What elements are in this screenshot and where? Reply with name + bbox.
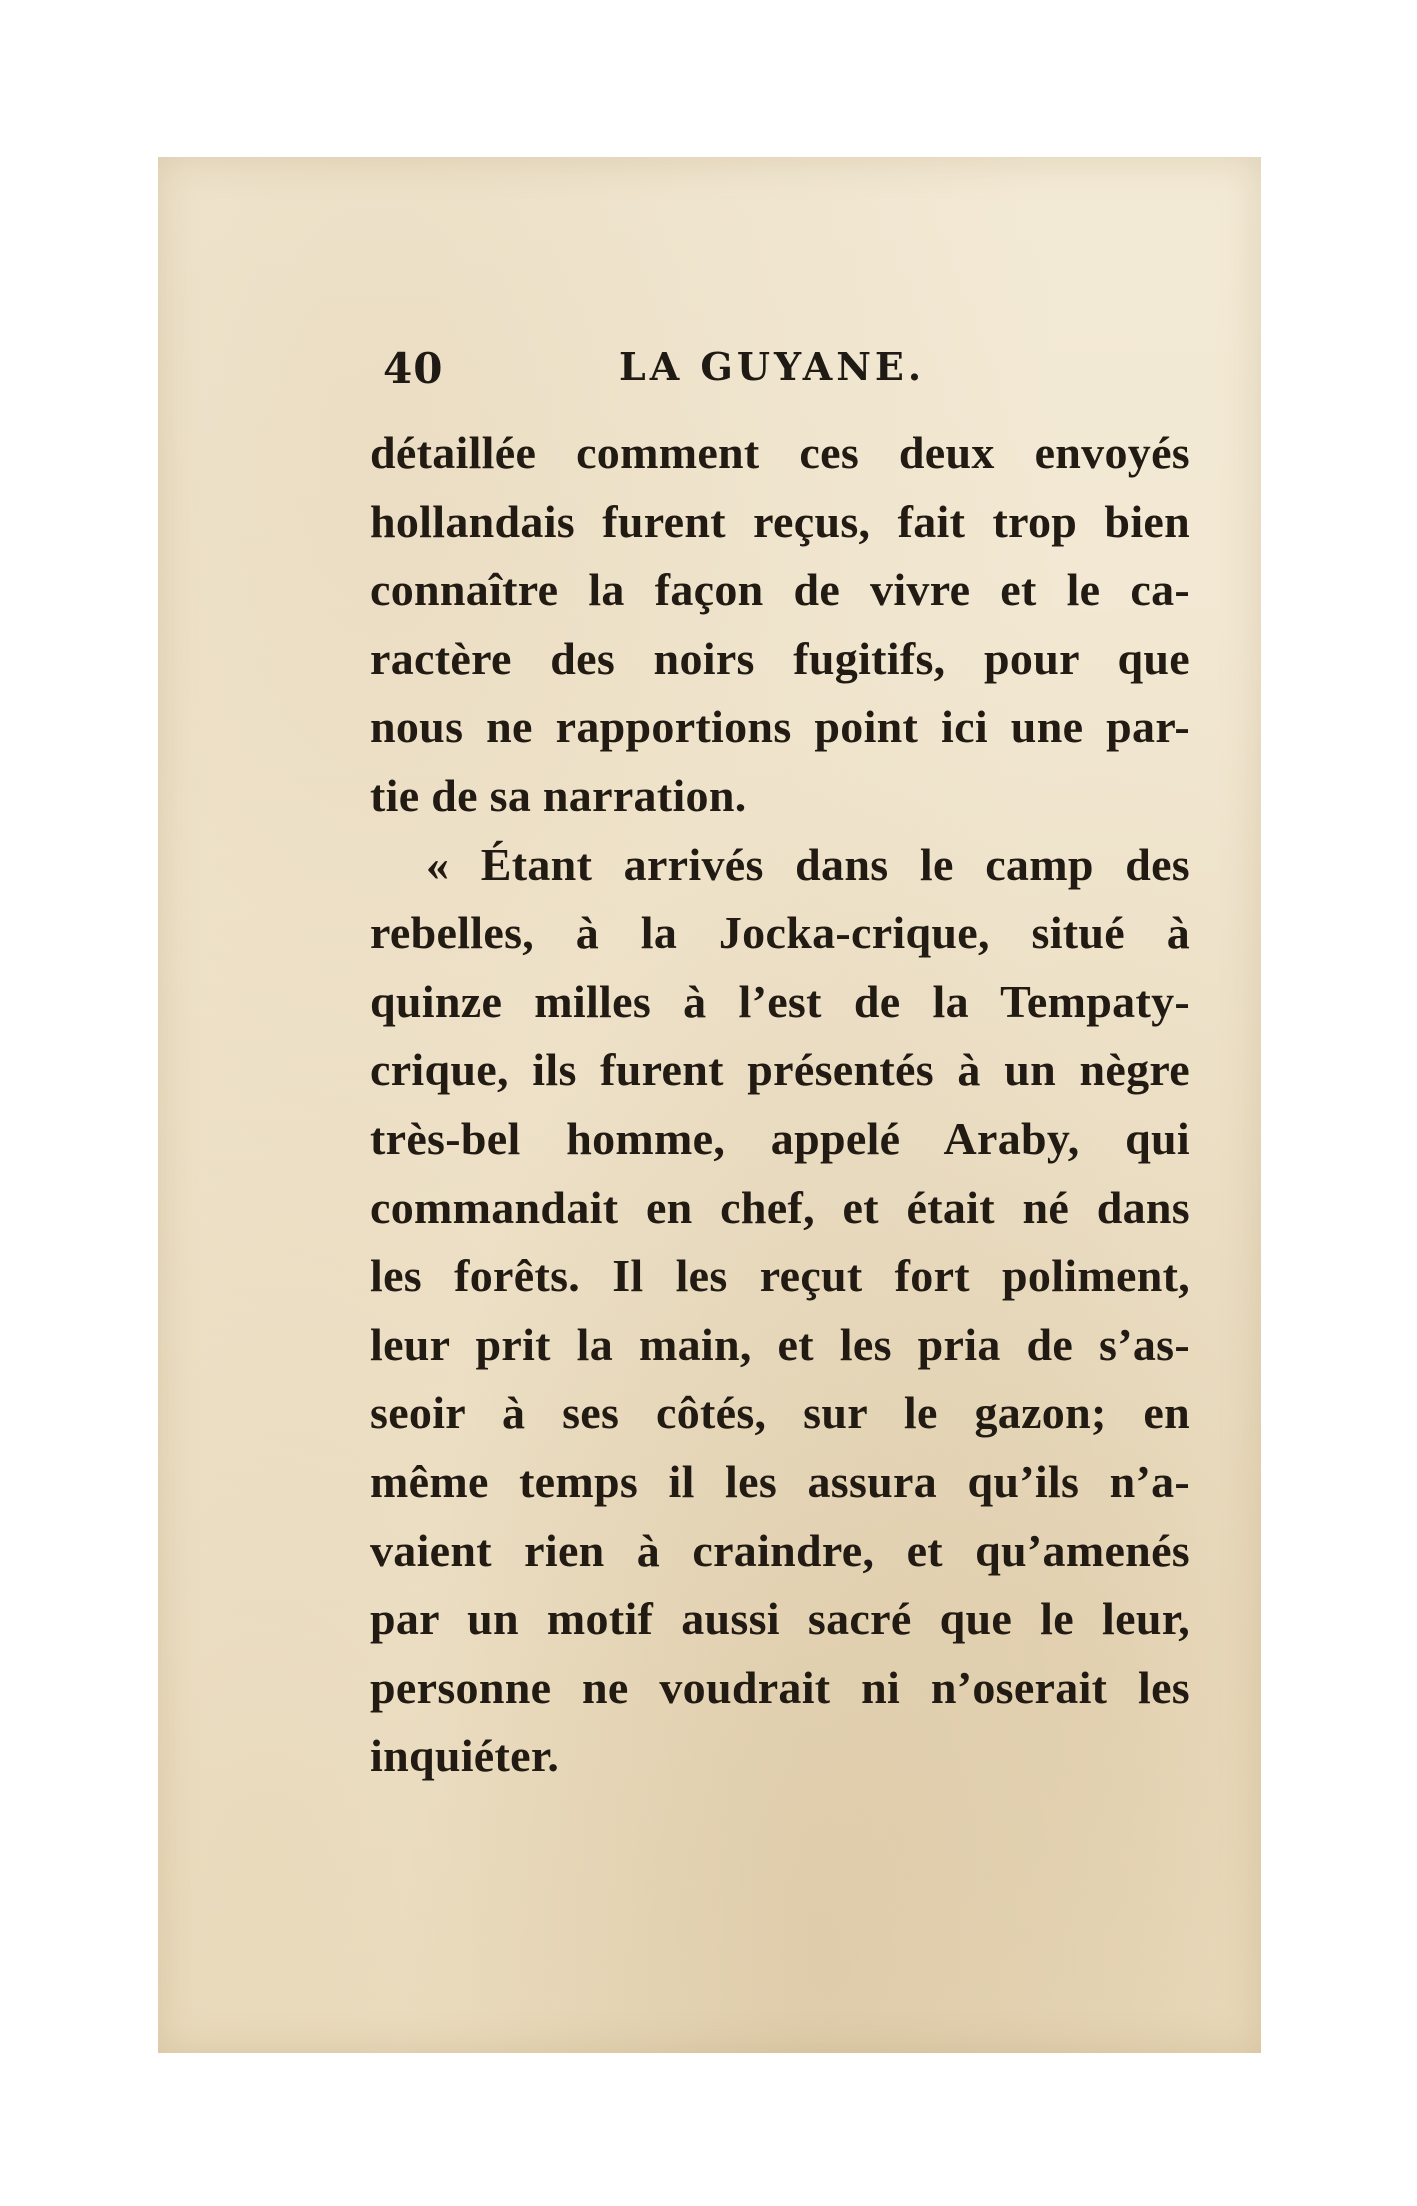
text-line: les forêts. Il les reçut fort poliment, bbox=[370, 1250, 1190, 1302]
text-line: personne ne voudrait ni n’oserait les bbox=[370, 1661, 1190, 1713]
text-line: commandait en chef, et était né dans bbox=[370, 1181, 1190, 1233]
book-page bbox=[158, 157, 1261, 2053]
text-line: connaître la façon de vivre et le ca- bbox=[370, 564, 1190, 616]
text-line: « Étant arrivés dans le camp des bbox=[426, 838, 1190, 890]
text-line: même temps il les assura qu’ils n’a- bbox=[370, 1455, 1190, 1507]
body-text bbox=[370, 419, 1190, 1791]
text-line: ractère des noirs fugitifs, pour que bbox=[370, 632, 1190, 684]
text-line: tie de sa narration. bbox=[370, 769, 747, 821]
text-line: crique, ils furent présentés à un nègre bbox=[370, 1044, 1190, 1096]
text-line: hollandais furent reçus, fait trop bien bbox=[370, 495, 1190, 547]
page-header bbox=[383, 344, 1161, 404]
text-line: quinze milles à l’est de la Tempaty- bbox=[370, 975, 1190, 1027]
page-number: 40 bbox=[383, 344, 444, 393]
running-title: LA GUYANE. bbox=[619, 344, 926, 389]
text-line: leur prit la main, et les pria de s’as- bbox=[370, 1318, 1190, 1370]
text-line: très-bel homme, appelé Araby, qui bbox=[370, 1112, 1190, 1164]
text-line: détaillée comment ces deux envoyés bbox=[370, 427, 1190, 478]
text-line: vaient rien à craindre, et qu’amenés bbox=[370, 1524, 1190, 1576]
text-line: seoir à ses côtés, sur le gazon; en bbox=[370, 1387, 1190, 1439]
text-line: rebelles, à la Jocka-crique, situé à bbox=[370, 907, 1190, 959]
text-line: nous ne rapportions point ici une par- bbox=[370, 701, 1190, 753]
text-line: inquiéter. bbox=[370, 1730, 560, 1782]
text-line: par un motif aussi sacré que le leur, bbox=[370, 1593, 1190, 1645]
